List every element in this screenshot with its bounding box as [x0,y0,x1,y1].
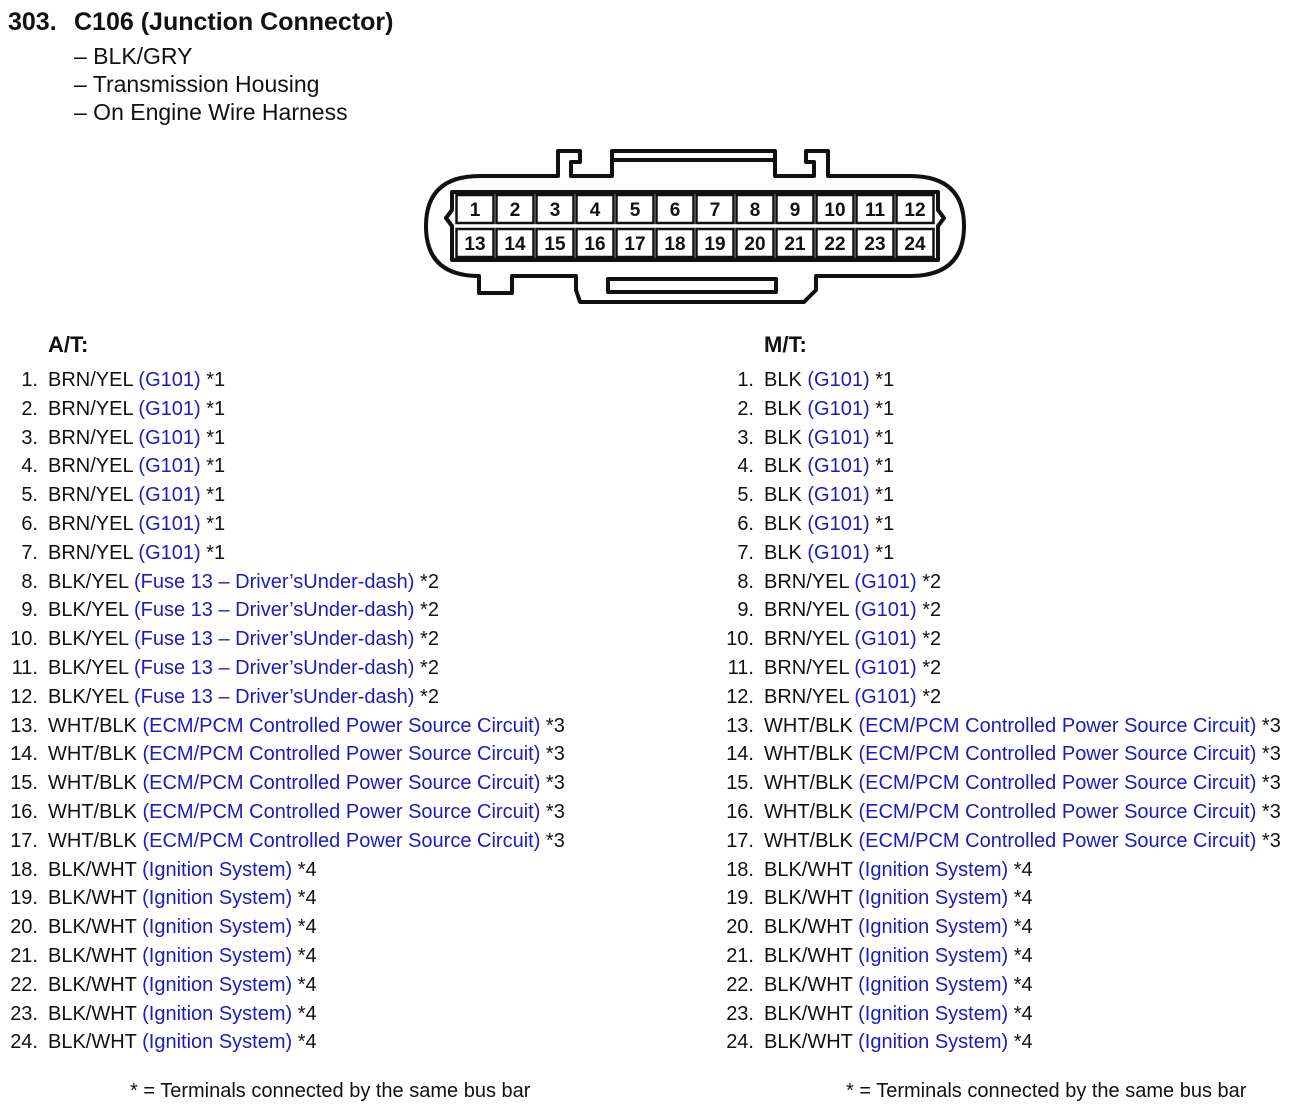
wire-color: BLK/YEL [48,656,129,679]
pin-label: 18 [664,234,686,255]
wire-color: BRN/YEL [764,685,849,708]
pin-number: 2. [21,397,38,420]
mt-pin-list [716,366,1281,1057]
bus-bar-note: *1 [206,426,226,449]
pin-label: 16 [584,234,606,255]
wire-color: WHT/BLK [764,800,853,823]
mt-pin-row [716,568,1281,597]
circuit-name: (Ignition System) [142,1031,293,1054]
bus-bar-note: *1 [206,455,226,478]
at-pin-row [0,740,565,769]
circuit-name: (G101) [138,512,201,535]
at-pin-row [0,913,565,942]
pin-label: 24 [904,234,926,255]
pin-number: 11. [727,656,754,679]
wire-color: BLK/WHT [48,1002,137,1025]
bus-bar-note: *3 [545,714,565,737]
mt-pin-row [716,798,1281,827]
mt-pin-row [716,913,1281,942]
circuit-name: (Ignition System) [858,1002,1009,1025]
circuit-name: (ECM/PCM Controlled Power Source Circuit) [858,772,1257,795]
circuit-name: (G101) [807,455,870,478]
bus-bar-note: *1 [206,512,226,535]
bus-bar-note: *1 [206,484,226,507]
bus-bar-note: *2 [922,599,942,622]
wire-color: WHT/BLK [48,829,137,852]
connector-title: C106 (Junction Connector) [74,8,394,36]
circuit-name: (ECM/PCM Controlled Power Source Circuit) [142,800,541,823]
pin-number: 22. [726,973,754,996]
wire-color: BLK [764,369,802,391]
circuit-name: (G101) [138,397,201,420]
circuit-name: (G101) [854,628,917,651]
circuit-name: (G101) [138,369,201,391]
at-pin-row [0,539,565,568]
pin-number: 1. [737,369,754,391]
circuit-name: (Ignition System) [142,973,293,996]
wire-color: WHT/BLK [764,829,853,852]
at-pin-list [0,366,565,1057]
at-pin-row [0,481,565,510]
circuit-name: (ECM/PCM Controlled Power Source Circuit) [858,743,1257,766]
wire-color: BLK/WHT [764,944,853,967]
pin-number: 18. [10,858,38,881]
at-pin-row [0,884,565,913]
connector-color: – BLK/GRY [74,43,193,69]
bus-bar-note: *4 [297,1031,317,1054]
pin-number: 21. [10,944,38,967]
pin-label: 13 [464,234,486,255]
bus-bar-note: *4 [1013,858,1033,881]
at-pin-row [0,769,565,798]
circuit-name: (ECM/PCM Controlled Power Source Circuit) [142,829,541,852]
pin-number: 19. [10,887,38,910]
pin-label: 22 [824,234,846,255]
pin-number: 3. [737,426,754,449]
wire-color: WHT/BLK [48,800,137,823]
circuit-name: (Ignition System) [142,944,293,967]
pin-number: 23. [726,1002,754,1025]
wire-color: BLK/WHT [764,1031,853,1054]
mt-pin-row [716,395,1281,424]
bus-bar-note: *2 [922,685,942,708]
bus-bar-note: *1 [875,484,895,507]
pin-number: 19. [726,887,754,910]
wire-color: BLK/WHT [764,916,853,939]
connector-harness: – On Engine Wire Harness [74,99,348,125]
circuit-name: (Fuse 13 – Driver’sUnder-dash) [133,599,415,622]
at-footnote: * = Terminals connected by the same bus bar [130,1080,531,1102]
at-pin-row [0,798,565,827]
circuit-name: (Fuse 13 – Driver’sUnder-dash) [133,685,415,708]
page-title [8,6,393,38]
pin-label: 12 [904,200,926,221]
circuit-name: (Ignition System) [858,887,1009,910]
mt-pin-row [716,481,1281,510]
wire-color: BLK/WHT [764,858,853,881]
circuit-name: (G101) [807,426,870,449]
pin-number: 10. [10,628,38,651]
pin-label: 19 [704,234,726,255]
circuit-name: (ECM/PCM Controlled Power Source Circuit) [858,714,1257,737]
pin-label: 2 [509,200,521,221]
bus-bar-note: *4 [1013,944,1033,967]
mt-pin-row [716,424,1281,453]
circuit-name: (ECM/PCM Controlled Power Source Circuit) [142,772,541,795]
circuit-name: (ECM/PCM Controlled Power Source Circuit) [142,714,541,737]
wire-color: BRN/YEL [764,570,849,593]
wire-color: WHT/BLK [48,743,137,766]
pin-label: 10 [824,200,846,221]
at-pin-row [0,366,565,395]
mt-pin-row [716,884,1281,913]
bus-bar-note: *3 [1261,829,1281,852]
pin-number: 6. [21,512,38,535]
mt-pin-row [716,856,1281,885]
pin-number: 24. [10,1031,38,1054]
mt-pin-row [716,654,1281,683]
pin-number: 11. [11,656,38,679]
bus-bar-note: *2 [420,628,439,651]
circuit-name: (G101) [854,599,917,622]
wire-color: BRN/YEL [764,656,849,679]
circuit-name: (Ignition System) [142,1002,293,1025]
wire-color: BLK [764,484,802,507]
pin-label: 3 [549,200,561,221]
bus-bar-note: *4 [1013,1002,1033,1025]
mt-pin-row [716,366,1281,395]
pin-label: 14 [504,234,526,255]
at-pin-row [0,942,565,971]
pin-number: 9. [21,599,38,622]
pin-number: 4. [21,455,38,478]
circuit-name: (ECM/PCM Controlled Power Source Circuit) [858,800,1257,823]
circuit-name: (G101) [807,369,870,391]
pin-number: 20. [726,916,754,939]
pin-number: 12. [726,685,754,708]
wire-color: BLK/WHT [48,916,137,939]
wire-color: BLK/WHT [48,1031,137,1054]
bus-bar-note: *4 [297,887,317,910]
bus-bar-note: *3 [545,829,565,852]
pin-number: 6. [737,512,754,535]
bottom-latch-slot [608,279,776,292]
at-pin-row [0,395,565,424]
circuit-name: (Ignition System) [858,973,1009,996]
pin-number: 21. [726,944,754,967]
pin-number: 24. [726,1031,754,1054]
circuit-name: (Ignition System) [142,916,293,939]
bus-bar-note: *3 [1261,714,1281,737]
circuit-name: (G101) [807,484,870,507]
bus-bar-note: *4 [1013,1031,1033,1054]
wire-color: BLK/YEL [48,570,129,593]
wire-color: BLK [764,426,802,449]
bus-bar-note: *1 [206,369,226,391]
wire-color: WHT/BLK [764,743,853,766]
circuit-name: (Ignition System) [858,1031,1009,1054]
at-pin-row [0,1000,565,1029]
wire-color: BRN/YEL [48,541,133,564]
connector-details [74,42,348,126]
pin-label: 23 [864,234,886,255]
wire-color: BLK/WHT [48,944,137,967]
bus-bar-note: *3 [545,743,565,766]
pin-number: 14. [726,743,754,766]
mt-pin-row [716,827,1281,856]
pin-number: 18. [726,858,754,881]
wire-color: BRN/YEL [48,455,133,478]
mt-pin-row [716,683,1281,712]
bus-bar-note: *1 [875,397,895,420]
bus-bar-note: *1 [875,455,895,478]
bus-bar-note: *1 [875,426,895,449]
circuit-name: (G101) [854,685,917,708]
pin-label: 6 [669,200,681,221]
pin-number: 3. [21,426,38,449]
mt-pin-row [716,769,1281,798]
pin-number: 4. [737,455,754,478]
at-pin-row [0,712,565,741]
mt-title: M/T: [764,332,807,357]
wire-color: BLK/WHT [764,973,853,996]
wire-color: BRN/YEL [764,628,849,651]
connector-index: 303. [8,8,57,36]
circuit-name: (Ignition System) [858,944,1009,967]
mt-footnote: * = Terminals connected by the same bus bar [846,1080,1247,1102]
bus-bar-note: *1 [875,369,895,391]
wire-color: WHT/BLK [48,714,137,737]
circuit-name: (G101) [807,397,870,420]
bus-bar-note: *3 [1261,800,1281,823]
bus-bar-note: *2 [922,628,942,651]
at-pin-row [0,683,565,712]
wire-color: BRN/YEL [48,426,133,449]
at-pin-row [0,424,565,453]
pin-number: 16. [10,800,38,823]
wire-color: BLK [764,512,802,535]
pin-label: 21 [784,234,806,255]
wire-color: BRN/YEL [48,369,133,391]
circuit-name: (G101) [138,541,201,564]
pin-number: 1. [21,369,38,391]
mt-pin-row [716,510,1281,539]
bus-bar-note: *2 [420,570,439,593]
pin-number: 23. [10,1002,38,1025]
pin-number: 8. [737,570,754,593]
wire-color: WHT/BLK [48,772,137,795]
at-pin-row [0,510,565,539]
pin-label: 4 [589,200,601,221]
connector-face-diagram [420,148,970,310]
at-pin-row [0,856,565,885]
bus-bar-note: *1 [206,397,226,420]
bus-bar-note: *4 [297,973,317,996]
pin-number: 13. [726,714,754,737]
wire-color: BLK/WHT [48,973,137,996]
at-pin-row [0,596,565,625]
wire-color: WHT/BLK [764,772,853,795]
bus-bar-note: *3 [545,800,565,823]
pin-number: 8. [21,570,38,593]
pin-number: 12. [10,685,38,708]
bus-bar-note: *2 [922,656,942,679]
pin-label: 20 [744,234,766,255]
wire-color: BLK [764,455,802,478]
pin-number: 17. [726,829,754,852]
at-pin-row [0,568,565,597]
bus-bar-note: *3 [1261,743,1281,766]
pin-label: 5 [629,200,641,221]
pin-number: 13. [10,714,38,737]
wire-color: BLK [764,397,802,420]
circuit-name: (Fuse 13 – Driver’sUnder-dash) [133,570,415,593]
wire-color: BLK/WHT [764,887,853,910]
pin-label: 11 [864,200,886,221]
at-title: A/T: [48,332,89,357]
bus-bar-note: *4 [297,944,317,967]
circuit-name: (ECM/PCM Controlled Power Source Circuit) [142,743,541,766]
at-pin-row [0,827,565,856]
wire-color: BLK/YEL [48,599,129,622]
mt-pin-row [716,740,1281,769]
pin-label: 1 [469,200,481,221]
circuit-name: (Fuse 13 – Driver’sUnder-dash) [133,656,415,679]
wire-color: BLK/WHT [48,887,137,910]
bus-bar-note: *4 [1013,973,1033,996]
circuit-name: (Ignition System) [142,887,293,910]
mt-pin-row [716,625,1281,654]
bus-bar-note: *2 [420,599,439,622]
mt-pin-row [716,712,1281,741]
at-pin-row [0,971,565,1000]
bus-bar-note: *2 [420,656,439,679]
mt-pin-row [716,452,1281,481]
pin-number: 7. [21,541,38,564]
mt-pin-row [716,942,1281,971]
pin-label: 15 [544,234,566,255]
circuit-name: (Ignition System) [858,916,1009,939]
pin-number: 22. [10,973,38,996]
circuit-name: (G101) [138,484,201,507]
pin-number: 5. [737,484,754,507]
wire-color: BLK/WHT [764,1002,853,1025]
bus-bar-note: *2 [420,685,439,708]
wire-color: BRN/YEL [764,599,849,622]
bus-bar-note: *1 [875,512,895,535]
bus-bar-note: *4 [1013,916,1033,939]
bus-bar-note: *2 [922,570,942,593]
bus-bar-note: *4 [297,858,317,881]
pin-label: 17 [624,234,646,255]
at-pin-row [0,452,565,481]
connector-location: – Transmission Housing [74,71,320,97]
wire-color: WHT/BLK [764,714,853,737]
circuit-name: (Ignition System) [858,858,1009,881]
pin-number: 5. [21,484,38,507]
bus-bar-note: *3 [545,772,565,795]
mt-pin-row [716,1028,1281,1057]
pin-label: 9 [789,200,801,221]
mt-pin-row [716,596,1281,625]
circuit-name: (G101) [854,570,917,593]
pin-number: 15. [10,772,38,795]
circuit-name: (G101) [138,426,201,449]
circuit-name: (G101) [854,656,917,679]
circuit-name: (G101) [807,541,870,564]
pin-cells [457,195,934,257]
bus-bar-note: *3 [1261,772,1281,795]
circuit-name: (Ignition System) [142,858,293,881]
at-pin-row [0,1028,565,1057]
wire-color: BRN/YEL [48,512,133,535]
circuit-name: (G101) [807,512,870,535]
pin-number: 20. [10,916,38,939]
bus-bar-note: *4 [1013,887,1033,910]
wire-color: BRN/YEL [48,484,133,507]
pin-label: 8 [749,200,761,221]
pin-number: 16. [726,800,754,823]
pin-number: 17. [10,829,38,852]
pin-number: 15. [726,772,754,795]
wire-color: BLK/WHT [48,858,137,881]
pin-number: 7. [737,541,754,564]
circuit-name: (G101) [138,455,201,478]
circuit-name: (ECM/PCM Controlled Power Source Circuit) [858,829,1257,852]
mt-pin-row [716,971,1281,1000]
at-pin-row [0,654,565,683]
bus-bar-note: *4 [297,1002,317,1025]
pin-number: 10. [726,628,754,651]
wire-color: BRN/YEL [48,397,133,420]
at-pin-row [0,625,565,654]
pin-number: 14. [10,743,38,766]
bus-bar-note: *1 [875,541,895,564]
pin-number: 2. [737,397,754,420]
mt-pin-row [716,539,1281,568]
wire-color: BLK [764,541,802,564]
pin-label: 7 [709,200,721,221]
circuit-name: (Fuse 13 – Driver’sUnder-dash) [133,628,415,651]
pin-number: 9. [737,599,754,622]
bus-bar-note: *4 [297,916,317,939]
bus-bar-note: *1 [206,541,226,564]
wire-color: BLK/YEL [48,628,129,651]
wire-color: BLK/YEL [48,685,129,708]
mt-pin-row [716,1000,1281,1029]
